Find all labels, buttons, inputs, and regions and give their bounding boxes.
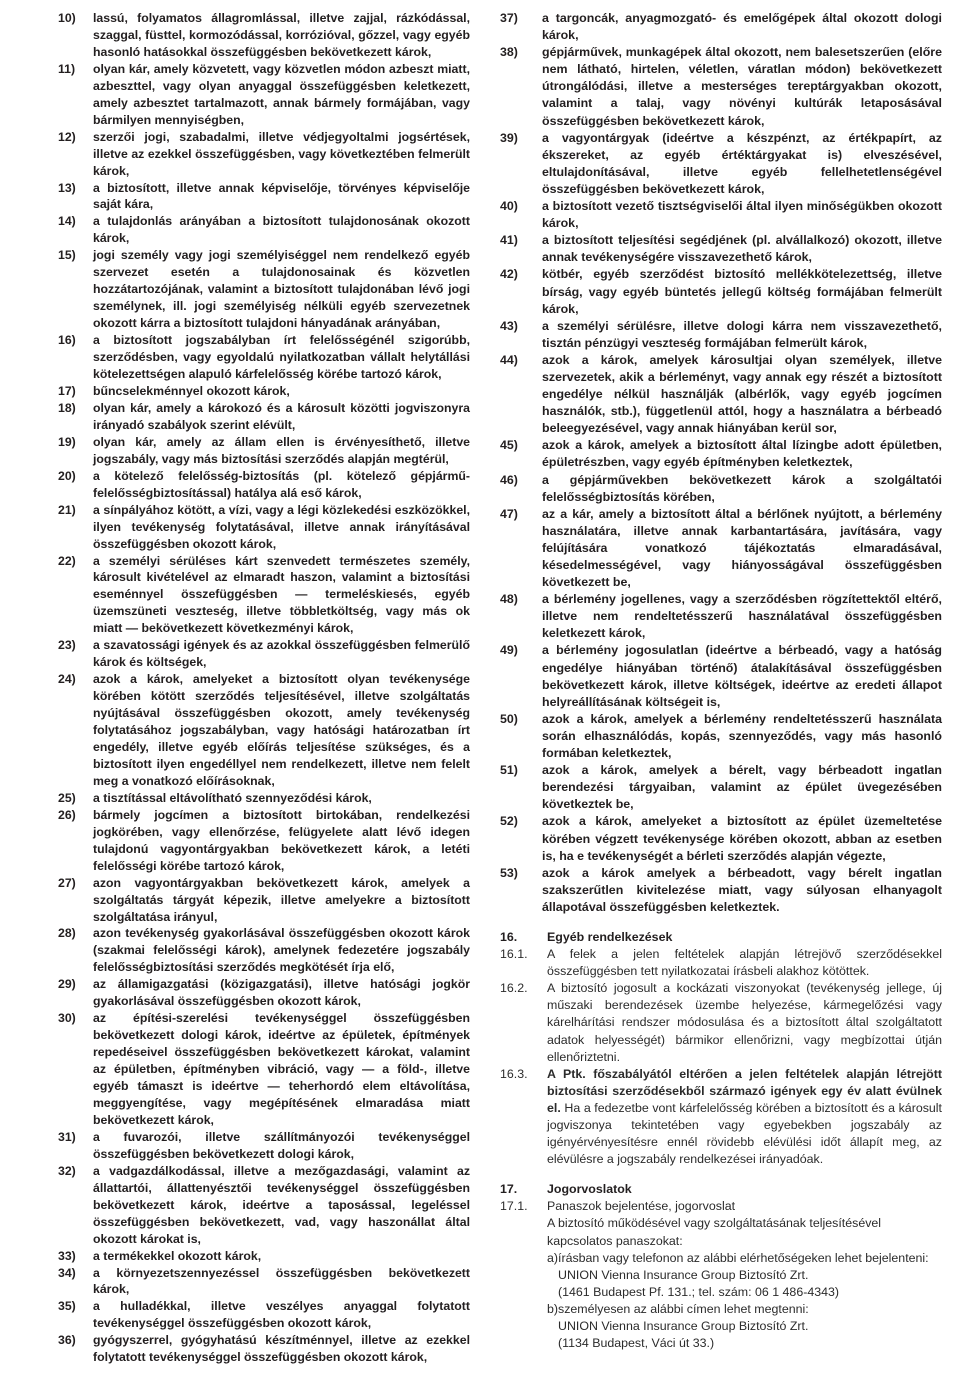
complaints-intro: A biztosító működésével vagy szolgáltatásának teljesítésével kapcsolatos panaszokat: (547, 1216, 882, 1248)
item-number: 15) (58, 248, 76, 263)
item-number: 43) (500, 318, 518, 333)
item-number: 53) (500, 865, 518, 880)
list-item (58, 637, 470, 671)
list-item (58, 790, 470, 807)
item-number: 24) (58, 672, 76, 687)
item-number: 52) (500, 814, 518, 829)
list-item (58, 976, 470, 1010)
paragraph-16-3 (500, 1066, 942, 1169)
list-item (58, 434, 470, 468)
item-text: a sínpályához kötött, a vízi, vagy a légi közlekedési eszközökkel, ilyen tevékenység folytatásával, illetve annak irányításával összefüggésben okozott károk, (93, 502, 470, 551)
item-text: jogi személy vagy jogi személyiséggel nem rendelkező egyéb szervezet esetén a tulajdonosainak és közvetlen hozzátartozójának, valamint a biztosított tulajdonában lévő jogi személynek, ill. jogi személyiség nélküli egyéb szervezetnek okozott kárra a biztosított tulajdoni hányadának arányában, (93, 248, 470, 331)
paragraph-number: 16.3. (500, 1066, 528, 1081)
item-text: azok a károk amelyek a bérbeadott, vagy bérelt ingatlan szakszerűtlen kivitelezése miatt, vagy súlyosan elhanyagolt állapotával összefüggésben keletkeztek. (542, 865, 942, 914)
item-number: 30) (58, 1011, 76, 1026)
complaint-option-a (500, 1250, 942, 1267)
item-text: a személyi sérülésre, illetve dologi kárra nem visszavezethető, tisztán pénzügyi veszteség formájában felmerült károk, (542, 318, 942, 350)
item-number: 44) (500, 352, 518, 367)
section-number: 16. (500, 929, 518, 944)
item-number: 25) (58, 790, 76, 805)
list-item (58, 671, 470, 790)
item-number: 48) (500, 592, 518, 607)
paragraph-text: A felek a jelen feltételek alapján létrejövő szerződésekkel összefüggésben tett nyilatkozatai írásbeli alakhoz kötöttek. (547, 947, 942, 979)
section-16-heading (500, 929, 942, 946)
item-number: 40) (500, 199, 518, 214)
option-label: a) (547, 1250, 559, 1265)
item-number: 39) (500, 130, 518, 145)
item-number: 29) (58, 977, 76, 992)
list-item (58, 129, 470, 180)
item-text: a hulladékkal, illetve veszélyes anyaggal folytatott tevékenységgel összefüggésben okozott károk, (93, 1299, 470, 1331)
complaint-option-b (500, 1301, 942, 1318)
item-text: a biztosított, illetve annak képviselője, törvényes képviselője saját kára, (93, 180, 470, 212)
item-number: 37) (500, 11, 518, 25)
list-item (500, 198, 942, 232)
item-text: a fuvarozói, illetve szállítmányozói tevékenységgel összefüggésben bekövetkezett dologi károk, (93, 1129, 470, 1161)
list-item (500, 711, 942, 762)
list-item (58, 925, 470, 976)
item-text: azon vagyontárgyakban bekövetkezett károk, amelyek a szolgáltatás tárgyát képezik, illetve amelyekre a biztosított szolgáltatása irányul, (93, 875, 470, 924)
item-number: 22) (58, 553, 76, 568)
item-text: olyan kár, amely a károkozó és a károsult közötti jogviszonyra irányadó szabályok szerint elévült, (93, 400, 470, 432)
item-text: kötbér, egyéb szerződést biztosító mellékkötelezettség, illetve bírság, vagy egyéb büntetés jellegű költség formájában felmerült károk, (542, 267, 942, 316)
item-number: 20) (58, 468, 76, 483)
item-text: azon tevékenység gyakorlásával összefüggésben okozott károk (szakmai felelősségi károk), amelynek fedezetére jogszabály felelősségbiztosítási szerződés megkötését írja elő, (93, 926, 470, 975)
section-title: Egyéb rendelkezések (547, 929, 673, 944)
list-item (58, 875, 470, 926)
item-number: 23) (58, 638, 76, 653)
paragraph-16-1 (500, 946, 942, 980)
item-text: a tisztítással eltávolítható szennyeződési károk, (93, 790, 372, 805)
list-item (58, 1010, 470, 1129)
item-number: 18) (58, 400, 76, 415)
list-item (58, 1163, 470, 1248)
list-item (58, 807, 470, 875)
list-item (500, 865, 942, 916)
list-item (58, 213, 470, 247)
item-text: a vadgazdálkodással, illetve a mezőgazdasági, valamint az állattartói, állattenyésztői tevékenységgel összefüggésben bekövetkezett károk, ideértve a taposással, legeléssel összefüggésben bekövetkezett, vad, vagy haszonállat által okozott károkat is, (93, 1163, 470, 1246)
option-text: személyesen az alábbi címen lehet megtenni: (558, 1301, 809, 1316)
list-item (58, 1298, 470, 1332)
section-number: 17. (500, 1182, 518, 1197)
item-text: azok a károk, amelyek a bérlemény rendeltetésszerű használata során elhasználódás, kopás, szennyeződés, vagy más hasonló formában keletkeztek, (542, 711, 942, 761)
item-text: a tulajdonlás arányában a biztosított tulajdonosának okozott károk, (93, 214, 470, 246)
list-item (58, 10, 470, 61)
item-number: 46) (500, 472, 518, 487)
list-item (58, 1129, 470, 1163)
item-number: 26) (58, 807, 76, 822)
list-item (500, 10, 942, 44)
paragraph-17-1 (500, 1198, 942, 1215)
item-number: 21) (58, 502, 76, 517)
company-name: UNION Vienna Insurance Group Biztosító Zrt. (558, 1319, 809, 1334)
list-item (500, 266, 942, 317)
item-number: 42) (500, 267, 518, 282)
list-item (58, 383, 470, 400)
item-number: 49) (500, 643, 518, 658)
list-item (500, 130, 942, 198)
item-text: szerzői jogi, szabadalmi, illetve védjegyoltalmi jogsértések, illetve az ezekkel összefüggésben, vagy következtében felmerült károk, (93, 129, 470, 178)
item-number: 12) (58, 129, 76, 144)
left-column (58, 10, 470, 1366)
item-number: 14) (58, 214, 76, 229)
item-text: a bérlemény jogosulatlan (ideértve a bérbeadó, vagy a hatóság engedélye hiányában történő) átalakításával összefüggésben bekövetkezett károk, illetve költségek, ideértve az eredeti állapot helyreállításának költségeit is, (542, 643, 942, 709)
item-number: 36) (58, 1333, 76, 1348)
list-item (58, 468, 470, 502)
item-number: 27) (58, 875, 76, 890)
exclusion-list-right (500, 10, 942, 916)
list-item (500, 352, 942, 437)
paragraph-number: 16.2. (500, 981, 528, 996)
item-number: 17) (58, 383, 76, 398)
item-text: az államigazgatási (közigazgatási), illetve hatósági jogkör gyakorlásával összefüggésben okozott károk, (93, 977, 470, 1009)
item-number: 31) (58, 1129, 76, 1144)
item-number: 41) (500, 233, 518, 248)
item-text: olyan kár, amely közvetett, vagy közvetlen módon azbeszt miatt, azbeszttel, vagy olyan anyaggal összefüggésben keletkezett, amely azbesztet tartalmazott, annak bármely formájában, vagy bármilyen mennyiségben, (93, 61, 470, 127)
item-text: a targoncák, anyagmozgató- és emelőgépek által okozott dologi károk, (542, 11, 942, 43)
list-item (500, 813, 942, 864)
item-text: gépjárművek, munkagépek által okozott, nem balesetszerűen (előre nem látható, hirtelen, véletlen, váratlan módon) bekövetkezett útrongálódási, illetve a mesterséges tereptárgyakban okozott, valamint a talaj, vagy növényi kultúrák letaposásával összefüggésben bekövetkezett károk, (542, 45, 942, 128)
list-item (500, 318, 942, 352)
list-item (58, 1332, 470, 1366)
item-text: a kötelező felelősség-biztosítás (pl. kötelező gépjármű-felelősségbiztosítással) hatálya alá eső károk, (93, 468, 470, 500)
item-text: azok a károk, amelyek a bérelt, vagy bérbeadott ingatlan berendezési tárgyaiban, valamint az épület üvegezésében következtek be, (542, 763, 942, 812)
item-text: az építési-szerelési tevékenységgel összefüggésben bekövetkezett dologi károk, ideértve az épületek, építmények repedéseivel összefüggésben bekövetkezett károkat, valamint az épületben, építményben vibráció, vagy — a föld-, illetve egyéb támaszt is ideértve — teherhordó elem eltávolítása, meggyengítése, vagy megépítésének elmaradása miatt bekövetkezett károk, (93, 1011, 470, 1127)
item-text: a biztosított teljesítési segédjének (pl. alvállalkozó) okozott, illetve annak tevékenységére visszavezethető károk, (542, 233, 942, 265)
paragraph-lead-bold: A Ptk. főszabályától eltérően a jelen feltételek alapján létrejött biztosítási szerződésekből származó igények egy év alatt évülnek el. (547, 1066, 942, 1115)
item-number: 32) (58, 1163, 76, 1178)
list-item (58, 1265, 470, 1299)
item-number: 50) (500, 711, 518, 726)
item-text: bűncselekménnyel okozott károk, (93, 383, 290, 398)
item-number: 19) (58, 434, 76, 449)
company-postal-contact: (1461 Budapest Pf. 131.; tel. szám: 06 1 486-4343) (558, 1284, 840, 1299)
list-item (500, 472, 942, 506)
item-number: 51) (500, 763, 518, 778)
list-item (58, 553, 470, 638)
right-column (500, 10, 942, 1352)
list-item (58, 502, 470, 553)
item-number: 33) (58, 1248, 76, 1263)
list-item (500, 232, 942, 266)
item-text: a termékekkel okozott károk, (93, 1248, 262, 1263)
item-text: azok a károk, amelyeket a biztosított olyan tevékenysége körében kötött szerződés teljesítésével, illetve szolgáltatás nyújtásával összefüggésben okozott, amely tevékenység folytatásához jogszabályban, vagy hatósági határozatban írt engedély, illetve egyéb előírás teljesítése szükséges, és a biztosított ilyen engedéllyel nem rendelkezett, illetve nem felelt meg a vonatkozó előírásoknak, (93, 672, 470, 788)
section-title: Jogorvoslatok (547, 1182, 632, 1197)
list-item (58, 180, 470, 214)
list-item (500, 591, 942, 642)
item-text: azok a károk, amelyek károsultjai olyan személyek, illetve szervezetek, akik a bérleményt, vagy annak egy részét a biztosított engedélye nélkül használják (albérlők, vagy egyéb jogcímen használók, stb.), függetlenül attól, hogy a használatra a bérbeadó beleegyezésével, vagy annak hiányában kerül sor, (542, 352, 942, 436)
item-text: bármely jogcímen a biztosított birtokában, rendelkezési jogkörében, vagy ellenőrzése, felügyelete alatt lévő idegen tulajdonú vagyontárgyakban bekövetkezett károk, a letéti felelősségi körébe tartozó károk, (93, 807, 470, 873)
item-text: a szavatossági igények és az azokkal összefüggésben felmerülő károk és költségek, (93, 638, 470, 670)
list-item (58, 247, 470, 332)
list-item (500, 506, 942, 591)
item-number: 35) (58, 1299, 76, 1314)
paragraph-title: Panaszok bejelentése, jogorvoslat (547, 1199, 736, 1214)
list-item (500, 44, 942, 129)
list-item (58, 1248, 470, 1265)
item-text: a gépjárművekben bekövetkezett károk a szolgáltatói felelősségbiztosítás körében, (542, 472, 942, 504)
list-item (58, 332, 470, 383)
item-text: a környezetszennyezéssel összefüggésben bekövetkezett károk, (93, 1265, 470, 1297)
item-number: 13) (58, 180, 76, 195)
paragraph-number: 17.1. (500, 1199, 528, 1214)
item-text: olyan kár, amely az állam ellen is érvényesíthető, illetve jogszabály, vagy más biztosítási szerződés alapján megtérül, (93, 434, 470, 466)
paragraph-text: A biztosító jogosult a kockázati viszonyokat (tevékenység jellege, új műszaki berendezések üzembe helyezése, kármegelőzési vagy kárelhárítási rendszer módosulása és a biztosított által szolgáltatott adatok helyességét) bármikor ellenőrizni, vagy megbízottai útján ellenőriztetni. (547, 981, 942, 1064)
item-number: 45) (500, 438, 518, 453)
company-name: UNION Vienna Insurance Group Biztosító Zrt. (558, 1267, 809, 1282)
item-text: lassú, folyamatos állagromlással, illetve zajjal, rázkódással, szaggal, füsttel, kormozódással, korrózióval, gőzzel, vagy egyéb hasonló hatásokkal összefüggésben bekövetkezett károk, (93, 11, 470, 59)
section-17-heading (500, 1181, 942, 1198)
item-text: a biztosított vezető tisztségviselői által ilyen minőségükben okozott károk, (542, 199, 942, 231)
paragraph-number: 16.1. (500, 947, 528, 962)
item-text: a biztosított jogszabályban írt felelősségénél szigorúbb, szerződésben, vagy egyoldalú nyilatkozatban vállalt helytállási kötelezettségen alapuló kárfelelősség körébe tartozó károk, (93, 333, 470, 382)
list-item (500, 437, 942, 471)
list-item (58, 61, 470, 129)
item-text: gyógyszerrel, gyógyhatású készítménnyel, illetve az ezekkel folytatott tevékenységgel összefüggésben okozott károk, (93, 1333, 470, 1365)
item-number: 10) (58, 11, 76, 25)
item-number: 38) (500, 45, 518, 60)
list-item (500, 642, 942, 710)
option-label: b) (547, 1301, 559, 1316)
item-number: 11) (58, 61, 76, 76)
item-number: 28) (58, 926, 76, 941)
item-text: azok a károk, amelyeket a biztosított az épület üzemeltetése körében végzett tevékenysége körében okozott, abban az esetben is, ha e tevékenységét a bérleti szerződés alapján végezte, (542, 814, 942, 863)
paragraph-16-2 (500, 980, 942, 1065)
item-number: 47) (500, 506, 518, 521)
item-text: a személyi sérüléses kárt szenvedett természetes személy, károsult kivételével az elmaradt haszon, valamint a biztosítási eseménnyel összefüggésben — termeléskiesés, egyéb üzemszüneti veszteség, illetve többletköltség, vagy más ok miatt — bekövetkezett következményi károk, (93, 553, 470, 636)
paragraph-text: Ha a fedezetbe vont kárfelelősség körében a biztosított és a károsult jogviszonya tekintetében vagy egyebekben jogszabály az igényérvényesítésre ennél rövidebb elévülési időt állapít meg, az elévülésre a jogszabály rendelkezései irányadóak. (547, 1100, 942, 1167)
list-item (58, 400, 470, 434)
item-text: a bérlemény jogellenes, vagy a szerződésben rögzítettektől eltérő, illetve nem rendeltetésszerű használatával összefüggésben keletkezett károk, (542, 592, 942, 641)
item-text: a vagyontárgyak (ideértve a készpénzt, az értékpapírt, az ékszereket, az egyéb értéktárgyakat is) elveszésével, eltulajdonításával, illetve egyéb fellelhetetlenségével összefüggésben bekövetkezett károk, (542, 130, 942, 196)
item-text: azok a károk, amelyek a biztosított által lízingbe adott épületben, épületrészben, vagy egyéb építményben keletkeztek, (542, 438, 942, 470)
list-item (500, 762, 942, 813)
company-address: (1134 Budapest, Váci út 33.) (558, 1336, 715, 1351)
item-text: az a kár, amely a biztosított által a bérlőnek nyújtott, a bérlemény használatára, illetve annak karbantartására, javítására, vagy felújítására vonatkozó tájékoztatás elmaradásával, késedelmességével, vagy hiányosságával összefüggésben következett be, (542, 506, 942, 590)
item-number: 16) (58, 333, 76, 348)
item-number: 34) (58, 1265, 76, 1280)
option-text: írásban vagy telefonon az alábbi elérhetőségeken lehet bejelenteni: (558, 1250, 929, 1265)
